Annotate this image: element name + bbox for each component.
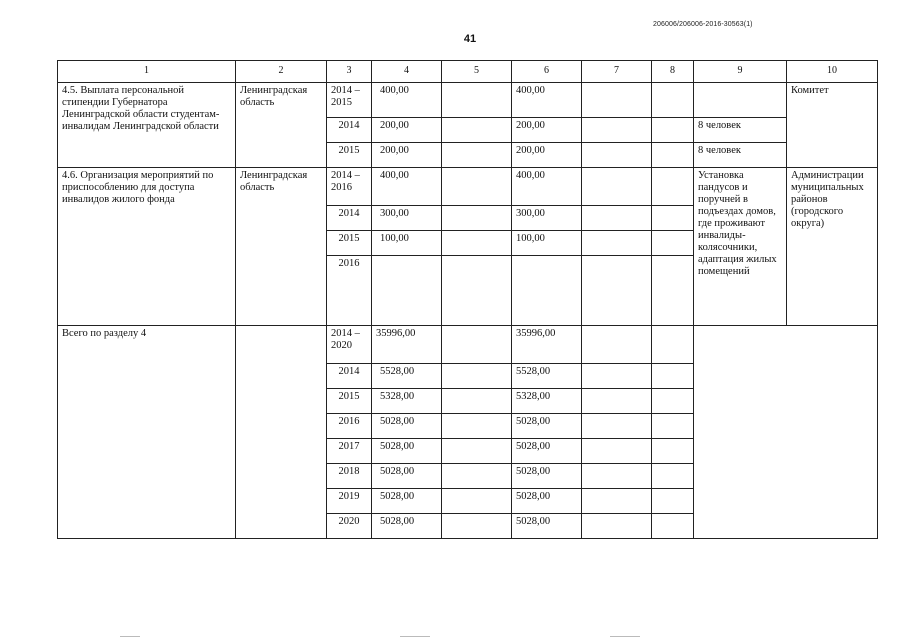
value-col4: 35996,00 [372,326,442,364]
value-col7 [582,439,652,464]
value-col7 [582,143,652,168]
value-col6: 300,00 [512,206,582,231]
value-col6: 400,00 [512,168,582,206]
value-col6: 5028,00 [512,414,582,439]
value-col4: 5028,00 [372,514,442,539]
col-header-2: 2 [236,61,327,83]
period-cell: 2015 [327,389,372,414]
value-col6: 5028,00 [512,514,582,539]
value-col7 [582,364,652,389]
value-col4: 400,00 [372,83,442,118]
region-cell [236,326,327,539]
value-col5 [442,256,512,326]
period-cell: 2017 [327,439,372,464]
period-cell: 2016 [327,414,372,439]
value-col7 [582,414,652,439]
value-col6: 5328,00 [512,389,582,414]
result-cell: 8 человек [694,118,787,143]
value-col6: 200,00 [512,143,582,168]
col-header-5: 5 [442,61,512,83]
value-col6 [512,256,582,326]
value-col7 [582,118,652,143]
value-col5 [442,464,512,489]
value-col5 [442,414,512,439]
value-col4: 5028,00 [372,439,442,464]
value-col5 [442,489,512,514]
value-col6: 5028,00 [512,489,582,514]
value-col8 [652,389,694,414]
value-col4: 200,00 [372,143,442,168]
value-col7 [582,514,652,539]
region-cell: Ленинградская область [236,168,327,326]
period-cell: 2014 – 2015 [327,83,372,118]
value-col8 [652,439,694,464]
value-col8 [652,168,694,206]
col-header-3: 3 [327,61,372,83]
value-col5 [442,439,512,464]
value-col7 [582,489,652,514]
period-cell: 2020 [327,514,372,539]
scan-edge-mark [610,636,640,637]
period-cell: 2018 [327,464,372,489]
value-col7 [582,256,652,326]
value-col7 [582,231,652,256]
value-col8 [652,414,694,439]
value-col8 [652,326,694,364]
value-col6: 400,00 [512,83,582,118]
region-cell: Ленинградская область [236,83,327,168]
value-col4: 5028,00 [372,489,442,514]
value-col7 [582,464,652,489]
value-col7 [582,206,652,231]
value-col4: 5028,00 [372,464,442,489]
value-col4 [372,256,442,326]
value-col8 [652,143,694,168]
page-number: 41 [463,33,477,45]
value-col7 [582,326,652,364]
period-cell: 2014 – 2016 [327,168,372,206]
period-cell: 2019 [327,489,372,514]
value-col5 [442,143,512,168]
table-row [58,168,878,206]
col-header-1: 1 [58,61,236,83]
value-col4: 100,00 [372,231,442,256]
value-col4: 400,00 [372,168,442,206]
value-col6: 200,00 [512,118,582,143]
value-col8 [652,118,694,143]
col-header-4: 4 [372,61,442,83]
value-col4: 5528,00 [372,364,442,389]
period-cell: 2015 [327,143,372,168]
result-cell: Установка пандусов и поручней в подъездах домов, где проживают инвалиды-колясочники, адаптация жилых помещений [694,168,787,326]
period-cell: 2014 – 2020 [327,326,372,364]
value-col8 [652,83,694,118]
value-col5 [442,206,512,231]
value-col4: 5328,00 [372,389,442,414]
header-row [58,61,878,83]
document-id: 206006/206006-2016-30563(1) [653,21,753,28]
result-cell: 8 человек [694,143,787,168]
period-cell: 2016 [327,256,372,326]
scan-edge-mark [400,636,430,637]
value-col4: 300,00 [372,206,442,231]
value-col6: 5028,00 [512,439,582,464]
responsible-cell: Администрации муниципальных районов (городского округа) [787,168,878,326]
activity-name: 4.6. Организация мероприятий по приспособлению для доступа инвалидов жилого фонда [58,168,236,326]
result-cell [694,83,787,118]
value-col6: 100,00 [512,231,582,256]
value-col8 [652,464,694,489]
value-col8 [652,514,694,539]
value-col5 [442,168,512,206]
value-col6: 35996,00 [512,326,582,364]
value-col8 [652,364,694,389]
period-cell: 2014 [327,206,372,231]
value-col5 [442,326,512,364]
value-col7 [582,389,652,414]
value-col7 [582,83,652,118]
value-col5 [442,83,512,118]
col-header-7: 7 [582,61,652,83]
value-col5 [442,514,512,539]
period-cell: 2014 [327,364,372,389]
period-cell: 2014 [327,118,372,143]
value-col6: 5528,00 [512,364,582,389]
col-header-10: 10 [787,61,878,83]
value-col7 [582,168,652,206]
col-header-6: 6 [512,61,582,83]
activity-name: 4.5. Выплата персональной стипендии Губернатора Ленинградской области студентам-инвалидам Ленинградской области [58,83,236,168]
value-col8 [652,489,694,514]
value-col5 [442,389,512,414]
program-table [57,60,878,539]
value-col8 [652,231,694,256]
value-col4: 200,00 [372,118,442,143]
value-col8 [652,256,694,326]
responsible-cell: Комитет [787,83,878,168]
col-header-9: 9 [694,61,787,83]
value-col5 [442,231,512,256]
total-label: Всего по разделу 4 [58,326,236,539]
value-col4: 5028,00 [372,414,442,439]
table-row [58,83,878,118]
col-header-8: 8 [652,61,694,83]
scan-edge-mark [120,636,140,637]
period-cell: 2015 [327,231,372,256]
value-col8 [652,206,694,231]
value-col5 [442,364,512,389]
value-col6: 5028,00 [512,464,582,489]
empty-cell [694,326,878,539]
table-row [58,326,878,364]
value-col5 [442,118,512,143]
